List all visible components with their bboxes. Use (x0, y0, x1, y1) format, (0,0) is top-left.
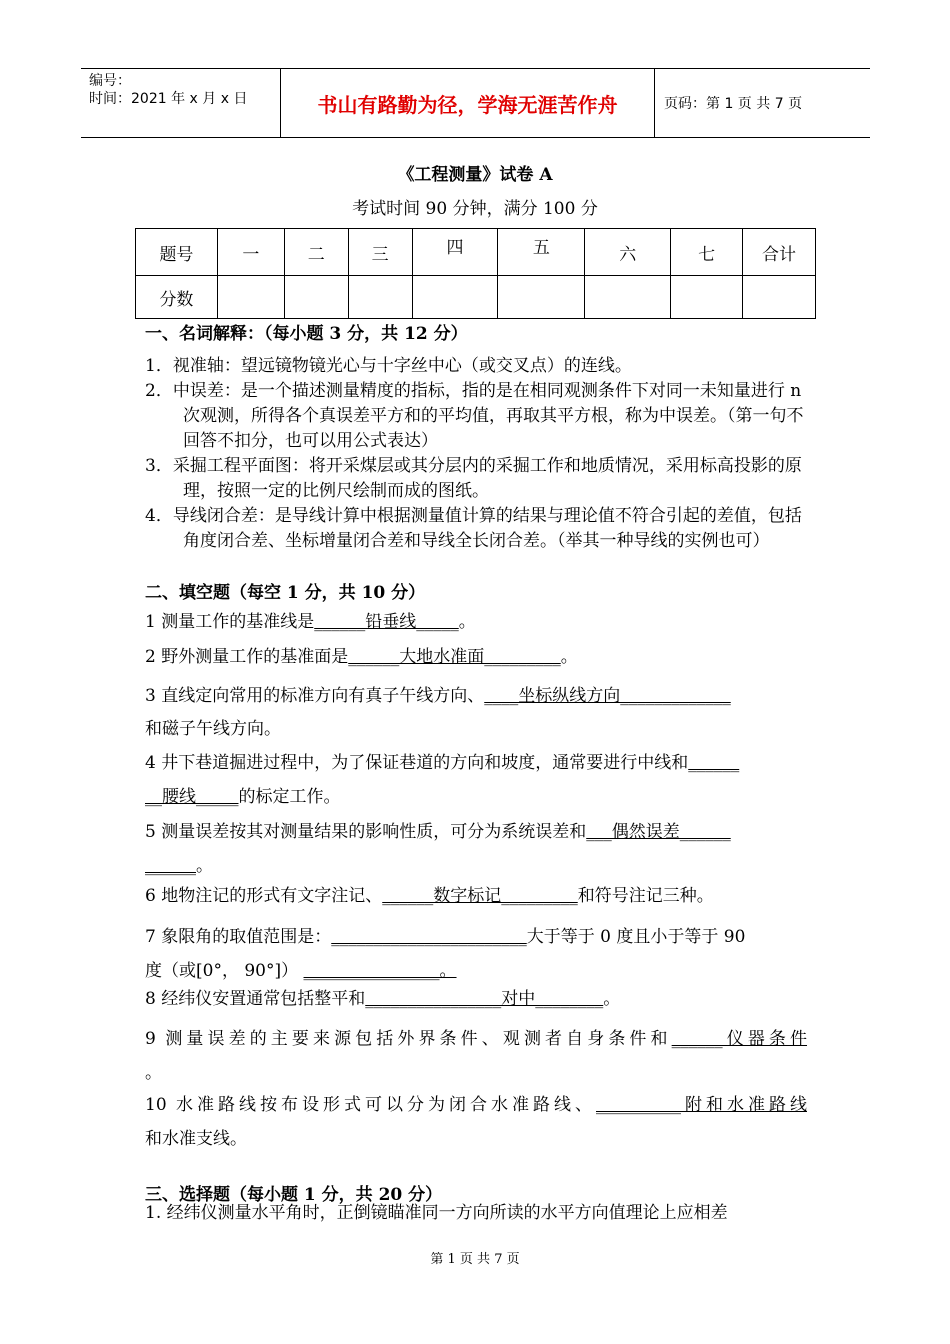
question-text: 和磁子午线方向。 (145, 719, 281, 739)
answer-blank: ____坐标纵线方向_____________ (484, 686, 731, 706)
answer-blank: __腰线_____ (145, 787, 239, 807)
answer-blank: ______ (145, 856, 196, 876)
question-text: 。 (603, 989, 621, 1009)
score-cell: 五 (498, 229, 585, 276)
section-2-heading: 二、填空题（每空 1 分，共 10 分） (145, 583, 426, 603)
fill-question (145, 1088, 807, 1122)
answer-blank: ________________对中________ (365, 989, 604, 1009)
fill-question (145, 920, 807, 988)
answer-blank: ______仪器条件 (671, 1029, 808, 1049)
number-label: 编号： (89, 73, 131, 89)
definition-item: 2．中误差：是一个描述测量精度的指标，指的是在相同观测条件下对同一未知量进行 n 次观测，所得各个真误差平方和的平均值，再取其平方根，称为中误差。（第一句不回答不扣分，也可以用公式表达） (145, 381, 804, 451)
question-text: 8 经纬仪安置通常包括整平和 (145, 989, 366, 1009)
answer-blank: ______大地水准面_________ (348, 647, 561, 667)
question-text: 5 测量误差按其对测量结果的影响性质，可分为系统误差和 (145, 822, 587, 842)
score-input-cell[interactable] (412, 276, 498, 319)
score-cell: 一 (217, 229, 284, 276)
score-input-cell[interactable] (671, 276, 743, 319)
question-text: 7 象限角的取值范围是： (145, 927, 332, 947)
answer-blank: ________________。 (303, 961, 457, 981)
score-cell: 六 (585, 229, 671, 276)
answer-blank: _______________________ (331, 927, 527, 947)
date-label: 时间：2021 年 x 月 x 日 (89, 91, 248, 107)
answer-blank: __________附和水准路线 (596, 1095, 807, 1115)
score-input-cell[interactable] (585, 276, 671, 319)
score-cell: 三 (348, 229, 412, 276)
question-text: 的标定工作。 (238, 787, 341, 807)
score-cell: 题号 (136, 229, 218, 276)
score-table-header-row (136, 229, 816, 276)
question-text: 2 野外测量工作的基准面是 (145, 647, 349, 667)
fill-question-tail: 。 (145, 1063, 162, 1083)
question-text: 1 测量工作的基准线是 (145, 612, 315, 632)
score-input-cell[interactable] (348, 276, 412, 319)
fill-question (145, 815, 807, 883)
header-motto: 书山有路勤为径，学海无涯苦作舟 (281, 69, 655, 137)
score-table-score-row (136, 276, 816, 319)
score-cell: 二 (284, 229, 348, 276)
question-text: 9 测量误差的主要来源包括外界条件、观测者自身条件和 (145, 1029, 672, 1049)
definition-item: 4．导线闭合差：是导线计算中根据测量值计算的结果与理论值不符合引起的差值，包括角度闭合差、坐标增量闭合差和导线全长闭合差。（举其一种导线的实例也可） (145, 506, 802, 551)
score-input-cell[interactable] (284, 276, 348, 319)
answer-blank: ______数字标记_________ (382, 886, 578, 906)
score-cell: 四 (412, 229, 498, 276)
fill-question (145, 884, 807, 909)
question-text: 6 地物注记的形式有文字注记、 (145, 886, 383, 906)
answer-blank: ___偶然误差______ (586, 822, 731, 842)
fill-question (145, 746, 807, 814)
question-text: 。 (196, 856, 213, 876)
question-text: 3 直线定向常用的标准方向有真子午线方向、 (145, 686, 485, 706)
page-header (81, 68, 870, 138)
question-text: 和符号注记三种。 (577, 886, 714, 906)
score-cell: 分数 (136, 276, 218, 319)
question-text: 。 (458, 612, 476, 632)
score-cell: 合计 (743, 229, 816, 276)
question-text: 4 井下巷道掘进过程中，为了保证巷道的方向和坡度，通常要进行中线和 (145, 753, 689, 773)
fill-question (145, 680, 807, 746)
score-input-cell[interactable] (743, 276, 816, 319)
score-input-cell[interactable] (498, 276, 585, 319)
page-footer: 第 1 页 共 7 页 (430, 1252, 520, 1267)
exam-title: 《工程测量》试卷 A (397, 165, 553, 185)
fill-question (145, 987, 807, 1012)
header-info-cell (81, 69, 281, 137)
answer-blank: ______铅垂线_____ (314, 612, 459, 632)
answer-blank: ______ (688, 753, 740, 773)
exam-subtitle: 考试时间 90 分钟，满分 100 分 (352, 199, 598, 219)
section-1-heading: 一、名词解释：（每小题 3 分，共 12 分） (145, 324, 468, 344)
definition-item: 1．视准轴：望远镜物镜光心与十字丝中心（或交叉点）的连线。 (145, 356, 632, 376)
fill-question (145, 610, 807, 635)
question-text: 大于等于 0 度且小于等于 90 (526, 927, 746, 947)
section-3-heading: 三、选择题（每小题 1 分，共 20 分） (145, 1185, 443, 1205)
question-text: 度（或[0°， 90°]） (145, 961, 299, 981)
score-table (135, 228, 816, 319)
score-input-cell[interactable] (217, 276, 284, 319)
choice-question: 1. 经纬仪测量水平角时，正倒镜瞄准同一方向所读的水平方向值理论上应相差 (145, 1203, 728, 1223)
definition-item: 3．采掘工程平面图：将开采煤层或其分层内的采掘工作和地质情况，采用标高投影的原理，按照一定的比例尺绘制而成的图纸。 (145, 456, 802, 501)
fill-question (145, 645, 807, 670)
fill-question (145, 1022, 807, 1056)
question-text: 。 (560, 647, 578, 667)
header-page-label: 页码：第 1 页 共 7 页 (664, 96, 803, 112)
score-cell: 七 (671, 229, 743, 276)
fill-question-tail: 和水准支线。 (145, 1129, 247, 1149)
question-text: 10 水准路线按布设形式可以分为闭合水准路线、 (145, 1095, 596, 1115)
